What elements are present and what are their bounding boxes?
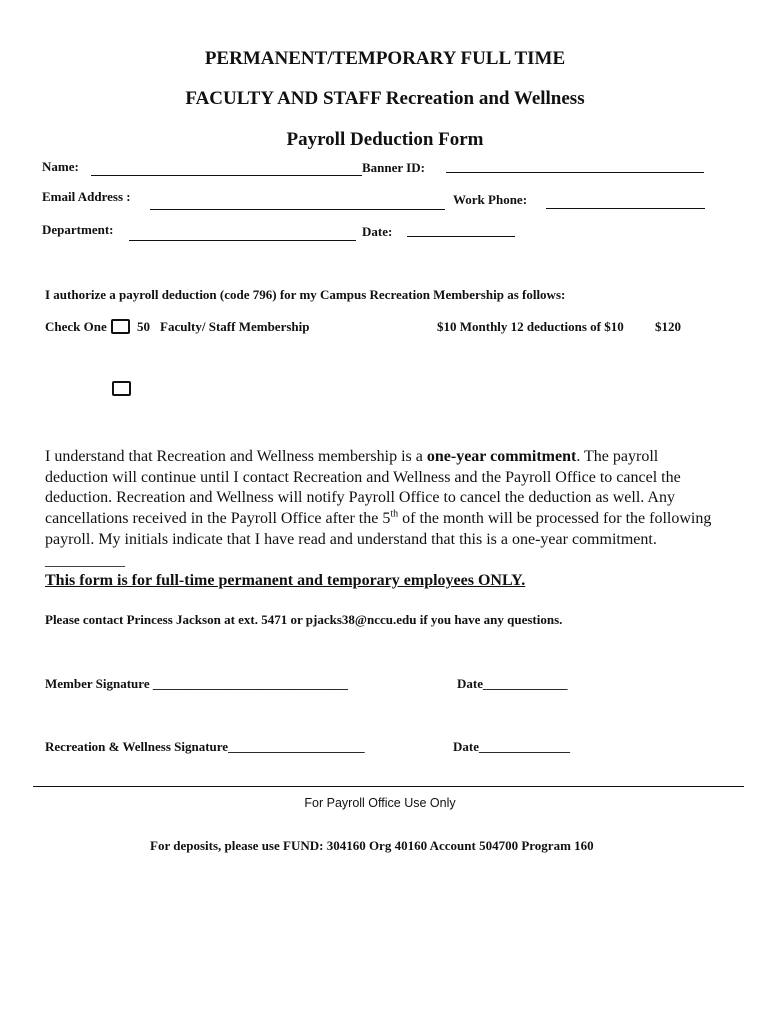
office-use-label: For Payroll Office Use Only [304,796,456,810]
membership-code: 50 [137,319,150,334]
date-label: Date: [362,224,393,239]
commitment-text-2: . The payroll deduction will continue until I contact Recreation and Wellness and the Payroll Office to cancel the deduction. Recreation and Wellness will notify Payroll Office to cancel the deduction as well. Any cancellations received in the Payroll Office after the 5 [45,448,681,528]
commitment-text-3: of the month will be processed for the following payroll. My initials indicate that I have read and understand that this is a one-year commitment. __________ [45,510,712,569]
department-field[interactable] [129,240,356,241]
banner-id-label: Banner ID: [362,160,425,175]
eligibility-notice: This form is for full-time permanent and temporary employees ONLY. [45,572,526,590]
date-field[interactable] [407,236,515,237]
email-field[interactable] [150,209,445,210]
work-phone-field[interactable] [546,208,705,209]
form-title-line-2: FACULTY AND STAFF Recreation and Wellness [185,88,585,109]
form-title-line-1: PERMANENT/TEMPORARY FULL TIME [204,48,566,69]
commitment-text-1: I understand that Recreation and Wellness membership is a [45,448,427,465]
work-phone-label: Work Phone: [453,192,528,207]
second-checkbox[interactable] [112,381,131,396]
member-date-line[interactable]: Date_____________ [457,676,568,691]
commitment-paragraph [45,447,725,592]
banner-id-field[interactable] [446,172,704,173]
name-label: Name: [42,159,79,174]
commitment-superscript: th [390,508,399,520]
deposit-instructions: For deposits, please use FUND: 304160 Org 40160 Account 504700 Program 160 [150,838,594,853]
authorization-statement: I authorize a payroll deduction (code 796) for my Campus Recreation Membership as follows: [45,287,566,302]
rw-date-line[interactable]: Date______________ [453,739,570,754]
contact-info: Please contact Princess Jackson at ext. 5471 or pjacks38@nccu.edu if you have any questions. [45,612,563,627]
membership-terms: $10 Monthly 12 deductions of $10 [437,319,624,334]
commitment-bold: one-year commitment [426,448,577,465]
section-divider [33,786,744,787]
department-label: Department: [42,222,114,237]
check-one-label: Check One [45,319,107,334]
membership-total: $120 [655,319,681,334]
membership-name: Faculty/ Staff Membership [160,319,310,334]
rw-signature-line[interactable]: Recreation & Wellness Signature_____________________ [45,739,365,754]
membership-checkbox[interactable] [111,319,130,334]
form-title-line-3: Payroll Deduction Form [286,129,484,150]
email-label: Email Address : [42,189,131,204]
member-signature-line[interactable]: Member Signature ______________________________ [45,676,348,691]
name-field[interactable] [91,175,362,176]
